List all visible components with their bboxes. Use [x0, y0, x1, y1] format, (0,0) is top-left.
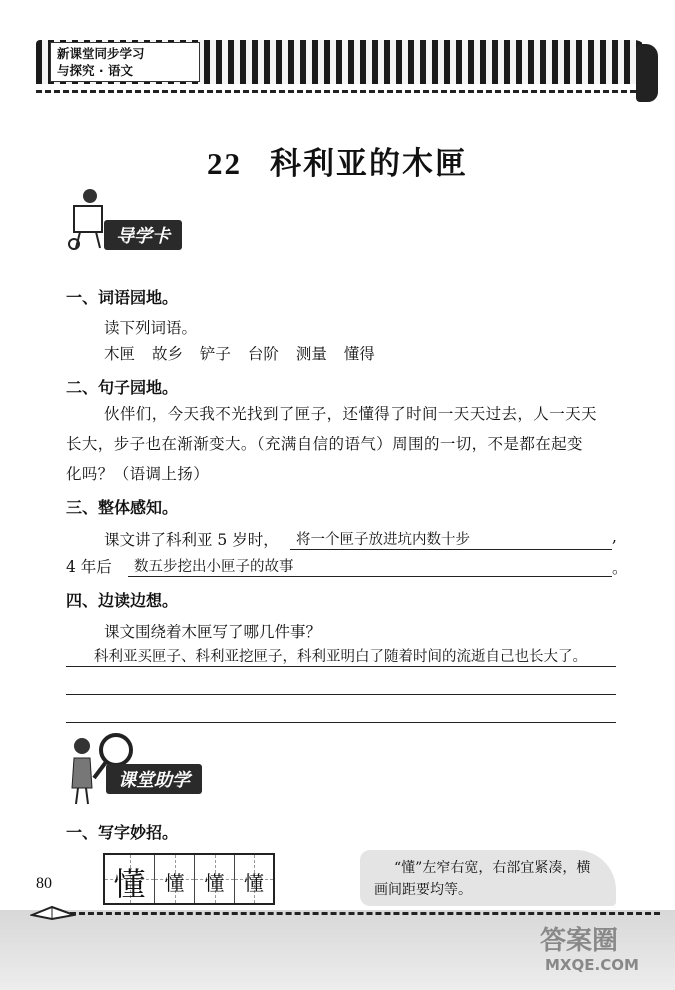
section1-instruction: 读下列词语。 — [104, 319, 198, 337]
section3-prompt1: 课文讲了科利亚 5 岁时， — [104, 531, 279, 549]
word-item: 台阶 — [247, 345, 279, 363]
word-item: 木匣 — [104, 345, 136, 363]
model-character: 懂 — [113, 865, 146, 903]
tip-line1: “懂”左窄右宽，右部宜紧凑，横 — [394, 860, 591, 876]
section3-prompt2: 4 年后 — [66, 558, 112, 576]
section2-line1: 伙伴们，今天我不光找到了匣子，还懂得了时间一天天过去，人一天天 — [104, 405, 597, 423]
section4-heading: 四、边读边想。 — [66, 591, 179, 610]
section2-line2: 长大，步子也在渐渐变大。（充满自信的语气）周围的一切，不是都在起变 — [66, 435, 583, 453]
banner-dashed-line — [36, 90, 636, 93]
word-item: 懂得 — [343, 345, 375, 363]
grid-cell-practice[interactable] — [195, 855, 235, 903]
answer-line-2[interactable] — [66, 676, 616, 695]
tip-line2: 画间距要均等。 — [374, 882, 472, 898]
section4-answer: 科利亚买匣子、科利亚挖匣子，科利亚明白了随着时间的流逝自己也长大了。 — [94, 649, 587, 665]
grid-cell-practice[interactable] — [155, 855, 195, 903]
section4-question: 课文围绕着木匣写了哪几件事？ — [104, 623, 322, 641]
banner-curl — [636, 44, 658, 102]
watermark-logo: 答案圈 — [540, 926, 619, 956]
section2-heading: 二、句子园地。 — [66, 378, 179, 397]
answer-line-3[interactable] — [66, 704, 616, 723]
word-item: 铲子 — [199, 345, 231, 363]
lesson-number: 22 — [207, 146, 242, 181]
series-line1: 新课堂同步学习 — [57, 46, 145, 61]
classroom-title: 课堂助学 — [106, 764, 202, 794]
page-number: 80 — [36, 875, 52, 892]
word-item: 测量 — [295, 345, 327, 363]
lesson-title — [0, 138, 675, 183]
practice-character: 懂 — [204, 871, 225, 895]
punct-period: 。 — [612, 559, 628, 577]
answer-blank-1[interactable] — [290, 528, 612, 550]
writing-grid — [103, 853, 275, 905]
header-banner — [36, 40, 656, 102]
section1-heading: 一、词语园地。 — [66, 288, 179, 307]
section2-line3: 化吗？（语调上扬） — [66, 465, 210, 483]
series-line2: 与探究 · 语文 — [57, 63, 133, 78]
answer1-text: 将一个匣子放进坑内数十步 — [296, 532, 470, 548]
grid-cell-practice[interactable] — [235, 855, 273, 903]
writing-heading: 一、写字妙招。 — [66, 823, 179, 842]
watermark-url: MXQE.COM — [545, 956, 639, 974]
lesson-title-text: 科利亚的木匣 — [270, 146, 468, 182]
answer2-text: 数五步挖出小匣子的故事 — [134, 559, 294, 575]
answer-blank-2[interactable] — [128, 555, 612, 577]
book-icon — [30, 895, 76, 925]
series-label — [50, 42, 200, 82]
word-list — [104, 342, 375, 364]
punct-comma: , — [612, 528, 617, 546]
practice-character: 懂 — [244, 871, 264, 895]
writing-tip — [360, 850, 616, 906]
word-item: 故乡 — [151, 345, 183, 363]
answer-line-1[interactable] — [66, 645, 616, 667]
grid-cell-model — [105, 855, 155, 903]
practice-character: 懂 — [164, 871, 185, 895]
section3-heading: 三、整体感知。 — [66, 498, 179, 517]
footer-dashed-line — [70, 912, 660, 915]
guide-card-title: 导学卡 — [104, 220, 182, 250]
